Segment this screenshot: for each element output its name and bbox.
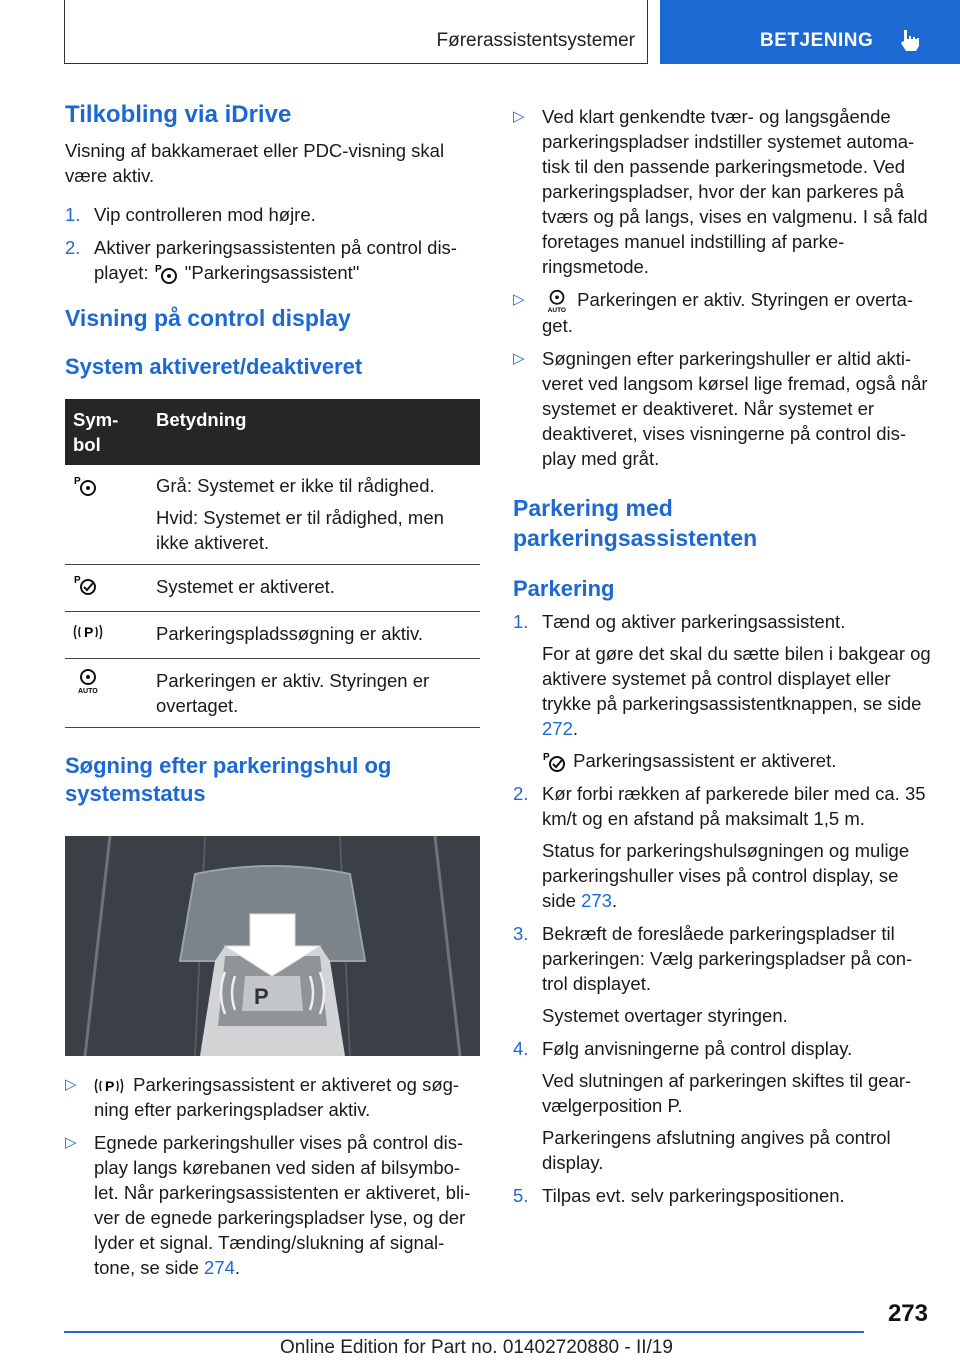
parking-search-icon <box>73 621 107 643</box>
idrive-steps <box>65 202 480 285</box>
bullet-end: . <box>234 1257 241 1279</box>
right-column <box>513 104 933 1208</box>
list-item <box>65 1072 480 1122</box>
heading-status: System aktiveret/deaktiveret <box>65 354 363 380</box>
header-section-title: Førerassistentsystemer <box>436 30 635 51</box>
table-cell-icon <box>65 465 148 565</box>
step-number: 4. <box>513 1038 529 1060</box>
car-parking-illustration <box>65 836 480 1056</box>
list-item: 1. Tænd og aktiver parkeringsassistent. For at gøre det skal du sætte bilen i bakgear og aktivere systemet på control displayet eller trykke på parkeringsassistentknappen, se side 272. P Parkeringsassistent er aktiveret. <box>513 609 933 773</box>
bullet-text: Parkeringsassistent er aktiveret og søg-ning efter parkeringspladser aktiv. <box>94 1074 460 1121</box>
step-number: 3. <box>513 923 529 945</box>
table-row <box>65 612 480 659</box>
list-item <box>65 1130 480 1280</box>
table-row <box>65 565 480 612</box>
triangle-bullet-icon: ▷ <box>513 108 525 125</box>
row-line: Parkeringspladssøgning er aktiv. <box>156 623 424 645</box>
pointing-hand-icon <box>898 28 922 52</box>
symbol-table <box>65 399 480 728</box>
header-chapter-tab[interactable] <box>660 0 960 64</box>
svg-text:P: P <box>154 264 162 276</box>
step-text: Kør forbi rækken af parkerede biler med ca. 35 km/t og en afstand på maksimalt 1,5 m. <box>542 783 926 830</box>
list-item <box>513 921 933 1028</box>
heading-park-with-assistant: Parkering med parkeringsassistenten <box>513 495 758 552</box>
bullet-text: Parkeringen er aktiv. Styringen er overta-get. <box>542 289 914 337</box>
step-number: 2. <box>65 237 81 258</box>
list-item <box>513 104 933 279</box>
table-row <box>65 465 480 565</box>
heading-search: Søgning efter parkeringshul og systemstatus <box>65 753 392 807</box>
table-cell-icon <box>65 565 148 612</box>
list-item <box>65 235 480 285</box>
svg-text:AUTO: AUTO <box>78 688 98 695</box>
step-text: Følg anvisningerne på control display. <box>542 1038 853 1060</box>
step-sub: Systemet overtager styringen. <box>542 1005 788 1027</box>
header-chapter-title: BETJENING <box>760 30 874 51</box>
step-sub2: Parkeringens afslutning angives på control display. <box>542 1127 891 1174</box>
svg-text:AUTO: AUTO <box>547 307 566 314</box>
row-line: Systemet er aktiveret. <box>156 576 335 598</box>
step-text: Aktiver parkeringsassistenten på control dis- <box>94 237 457 258</box>
steering-auto-icon <box>73 668 103 694</box>
page-link-273[interactable]: 273 <box>581 890 612 912</box>
svg-text:P: P <box>74 476 81 488</box>
search-bullets <box>65 1072 480 1280</box>
list-item: 2. Kør forbi rækken af parkerede biler med ca. 35 km/t og en afstand på maksimalt 1,5 m. Status for parkeringshulsøgningen og mulige parkeringshuller vises på control display, se side 273. <box>513 783 926 912</box>
parking-assistant-active-icon <box>542 751 568 773</box>
step-sub: Status for parkeringshulsøgningen og mulige parkeringshuller vises på control display, se side <box>542 840 910 912</box>
page-link-274[interactable]: 274 <box>204 1257 235 1279</box>
page-link-272[interactable]: 272 <box>542 718 573 740</box>
step-text: Vip controlleren mod højre. <box>94 204 316 225</box>
table-cell-text <box>148 612 480 659</box>
table-cell-text <box>148 465 480 565</box>
list-item <box>513 346 933 471</box>
step-number: 1. <box>513 611 529 633</box>
parking-assistant-active-icon <box>73 574 99 596</box>
idrive-intro: Visning af bakkameraet eller PDC-visning skal være aktiv. <box>65 140 445 186</box>
step-sub2: Parkeringsassistent er aktiveret. <box>573 750 837 772</box>
bullet-text: Søgningen efter parkeringshuller er altid akti-veret ved langsom kørsel lige fremad, også når systemet er deaktiveret. Når systemet er deaktiveret, vises visningerne på control dis-play med gråt. <box>542 348 928 470</box>
step-sub: For at gøre det skal du sætte bilen i bakgear og aktivere systemet på control displayet eller trykke på parkeringsassistentknappen, se side <box>542 643 931 715</box>
row-line: Parkeringen er aktiv. Styringen er overtaget. <box>156 670 430 717</box>
left-column <box>65 100 480 1280</box>
table-header-meaning: Betydning <box>148 399 480 465</box>
step-text: Tilpas evt. selv parkeringspositionen. <box>542 1185 845 1207</box>
svg-text:P: P <box>105 1078 115 1095</box>
right-bullets <box>513 104 933 471</box>
page-number: 273 <box>887 1300 928 1327</box>
heading-display: Visning på control display <box>65 305 351 332</box>
table-cell-icon <box>65 612 148 659</box>
list-item <box>513 1036 933 1175</box>
list-item <box>513 287 933 338</box>
parking-display-image <box>65 836 480 1056</box>
svg-text:P: P <box>74 575 81 587</box>
heading-parking: Parkering <box>513 576 615 602</box>
image-badge: P <box>254 984 269 1010</box>
table-cell-text <box>148 565 480 612</box>
steering-auto-icon <box>542 289 572 313</box>
step-text-c: "Parkeringsassistent" <box>184 262 360 283</box>
table-cell-icon <box>65 659 148 728</box>
header-section-box <box>64 0 648 64</box>
parking-steps <box>513 609 933 1208</box>
list-item <box>65 202 480 227</box>
list-item <box>513 1183 933 1208</box>
step-number: 2. <box>513 783 529 805</box>
footer-divider <box>64 1331 864 1333</box>
table-header-symbol: Sym- bol <box>65 399 148 465</box>
step-sub: Ved slutningen af parkeringen skiftes til gear-vælgerposition P. <box>542 1070 912 1117</box>
heading-idrive: Tilkobling via iDrive <box>65 101 292 128</box>
step-text: Bekræft de foreslåede parkeringspladser til parkeringen: Vælg parkeringspladser på con-trol displayet. <box>542 923 913 995</box>
bullet-text: Egnede parkeringshuller vises på control dis-play langs kørebanen ved siden af bilsymbo-let. Når parkeringsassistenten er aktiveret, bli-ver de egnede parkeringspladser lyse, og der lyder et signal. Tænding/slukning af signal-tone, se side <box>94 1132 471 1279</box>
triangle-bullet-icon: ▷ <box>513 291 525 308</box>
step-number: 5. <box>513 1185 529 1207</box>
step-text-b: playet: <box>94 262 149 283</box>
parking-assistant-icon <box>73 475 99 497</box>
svg-text:P: P <box>543 752 550 764</box>
step-text: Tænd og aktiver parkeringsassistent. <box>542 611 846 633</box>
triangle-bullet-icon: ▷ <box>65 1134 77 1152</box>
triangle-bullet-icon: ▷ <box>513 350 525 368</box>
parking-search-icon <box>94 1075 128 1097</box>
table-cell-text <box>148 659 480 728</box>
footer-edition: Online Edition for Part no. 01402720880 - II/19 <box>280 1337 673 1358</box>
triangle-bullet-icon: ▷ <box>65 1076 77 1094</box>
bullet-text: Ved klart genkendte tvær- og langsgående parkeringspladser indstiller systemet automa-tisk til den passende parkeringsmetode. Ved parkeringspladser, hvor der kan parkeres på tværs og på langs, vises en valgmenu. I så fald foretages manuel indstilling af parke-ringsmetode. <box>542 106 928 277</box>
row-line: Grå: Systemet er ikke til rådighed. <box>156 475 435 497</box>
table-row <box>65 659 480 728</box>
table-header-row <box>65 399 480 465</box>
row-line: Hvid: Systemet er til rådighed, men ikke aktiveret. <box>156 507 444 554</box>
step-number: 1. <box>65 204 81 225</box>
svg-text:P: P <box>84 624 94 641</box>
parking-assistant-icon <box>154 263 180 285</box>
